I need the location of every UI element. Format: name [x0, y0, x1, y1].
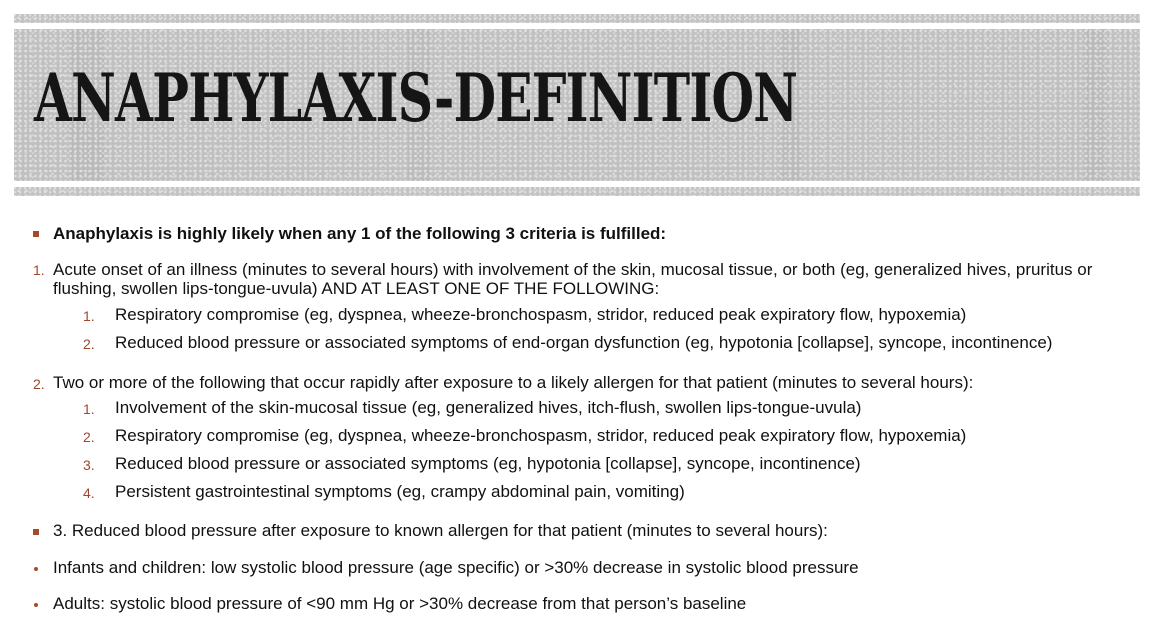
criterion-1-line-1: Acute onset of an illness (minutes to several hours) with involvement of the skin, mucosal tissue, or both (eg, generalized hives, pruritus or	[53, 260, 1093, 279]
bullet-infants: Infants and children: low systolic blood pressure (age specific) or >30% decrease in systolic blood pressure	[53, 558, 859, 577]
sub-item-text: Involvement of the skin-mucosal tissue (eg, generalized hives, itch-flush, swollen lips-tongue-uvula)	[115, 398, 862, 417]
criterion-1-line-2: flushing, swollen lips-tongue-uvula) AND AT LEAST ONE OF THE FOLLOWING:	[53, 279, 660, 298]
criterion-number: 2.	[33, 376, 45, 392]
sub-item-text: Persistent gastrointestinal symptoms (eg, crampy abdominal pain, vomiting)	[115, 482, 685, 501]
sub-item-text: Reduced blood pressure or associated symptoms of end-organ dysfunction (eg, hypotonia [collapse], syncope, incontinence)	[115, 333, 1053, 352]
criterion-number: 1.	[33, 262, 45, 278]
dot-bullet-icon	[34, 603, 38, 607]
slide-title: ANAPHYLAXIS-DEFINITION	[34, 59, 798, 137]
square-bullet-icon	[33, 231, 39, 237]
criterion-2-line-1: Two or more of the following that occur rapidly after exposure to a likely allergen for that patient (minutes to several hours):	[53, 373, 974, 392]
sub-item-text: Respiratory compromise (eg, dyspnea, wheeze-bronchospasm, stridor, reduced peak expiratory flow, hypoxemia)	[115, 305, 967, 324]
title-bottom-rule	[14, 187, 1140, 196]
square-bullet-icon	[33, 529, 39, 535]
sub-item-number: 2.	[83, 336, 95, 352]
bullet-adults: Adults: systolic blood pressure of <90 mm Hg or >30% decrease from that person’s baseline	[53, 594, 747, 613]
sub-item-number: 1.	[83, 308, 95, 324]
sub-item-number: 3.	[83, 457, 95, 473]
intro-text: Anaphylaxis is highly likely when any 1 of the following 3 criteria is fulfilled:	[53, 224, 667, 243]
criterion-3-text: 3. Reduced blood pressure after exposure to known allergen for that patient (minutes to several hours):	[53, 521, 828, 540]
sub-item-number: 1.	[83, 401, 95, 417]
sub-item-text: Respiratory compromise (eg, dyspnea, wheeze-bronchospasm, stridor, reduced peak expiratory flow, hypoxemia)	[115, 426, 967, 445]
sub-item-number: 2.	[83, 429, 95, 445]
dot-bullet-icon	[34, 567, 38, 571]
sub-item-number: 4.	[83, 485, 95, 501]
title-top-rule	[14, 14, 1140, 23]
sub-item-text: Reduced blood pressure or associated symptoms (eg, hypotonia [collapse], syncope, incontinence)	[115, 454, 861, 473]
